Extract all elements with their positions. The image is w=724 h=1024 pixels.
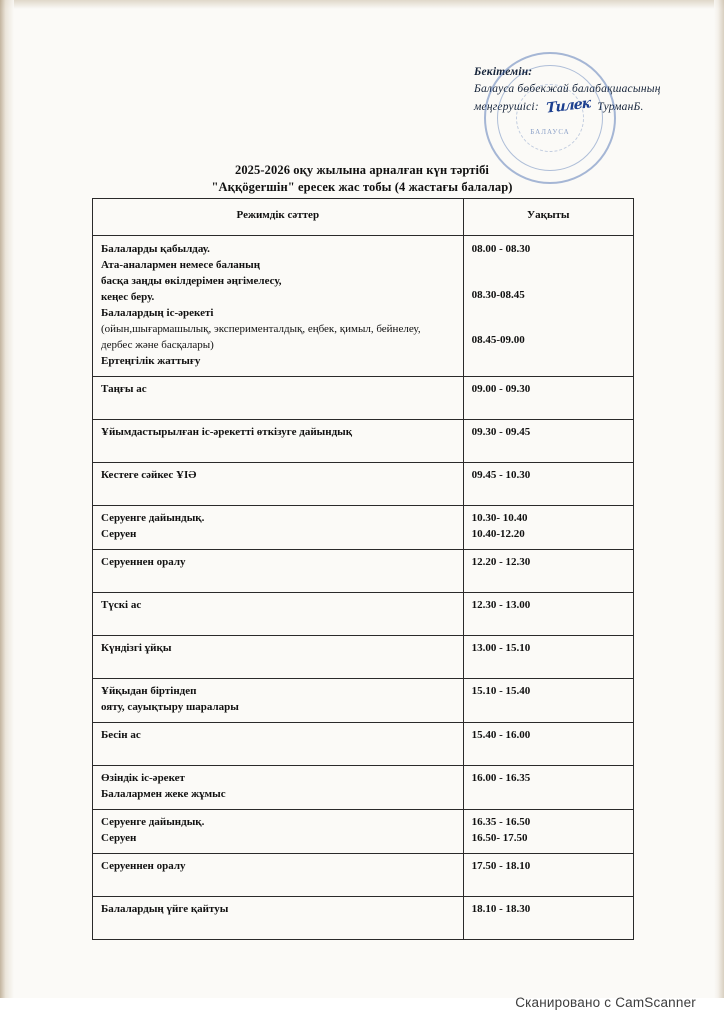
cell-activity (93, 723, 464, 766)
activity-line: Ұйымдастырылған іс-әрекетті өткізуге дайындық (101, 426, 353, 438)
activity-line: Бесін ас (101, 729, 141, 741)
cell-time (463, 897, 633, 940)
activity-line: кеңес беру. (101, 291, 155, 303)
cell-time (463, 854, 633, 897)
table-header-row (93, 199, 634, 236)
column-header-activity: Режимдік сәттер (93, 199, 464, 236)
cell-activity (93, 593, 464, 636)
table-row (93, 679, 634, 723)
approval-name: ТурманБ. (597, 101, 644, 113)
title-line-2: "Аққögerшін" ересек жас тобы (4 жастағы балалар) (211, 180, 513, 194)
activity-line: Ертеңгілік жаттығу (101, 355, 201, 367)
activity-line: Түскі ас (101, 599, 142, 611)
approval-role-label: меңгерушісі: (474, 101, 539, 113)
cell-activity (93, 236, 464, 377)
activity-line: Ұйқыдан біртіндеп (101, 685, 197, 697)
cell-activity (93, 810, 464, 854)
approval-block (474, 64, 704, 116)
time-value: 09.45 - 10.30 (471, 469, 531, 481)
cell-activity (93, 897, 464, 940)
activity-line: дербес және басқалары) (101, 339, 214, 351)
activity-line: Балалармен жеке жұмыс (101, 787, 226, 800)
table-row (93, 550, 634, 593)
table-row (93, 236, 634, 377)
cell-activity (93, 636, 464, 679)
table-row (93, 723, 634, 766)
cell-time (463, 810, 633, 854)
cell-activity (93, 766, 464, 810)
cell-time (463, 766, 633, 810)
activity-line: (ойын,шығармашылық, эксперименталдық, еңбек, қимыл, бейнелеу, (101, 323, 421, 335)
time-value: 17.50 - 18.10 (471, 860, 531, 872)
time-value: 15.10 - 15.40 (471, 685, 531, 697)
time-value: 13.00 - 15.10 (471, 642, 531, 654)
time-value: 16.50- 17.50 (471, 831, 528, 844)
time-value: 12.30 - 13.00 (471, 599, 531, 611)
activity-line: Серуеннен оралу (101, 860, 186, 872)
stamp-text: БАЛАУСА (530, 128, 570, 136)
cell-activity (93, 420, 464, 463)
cell-time (463, 679, 633, 723)
activity-line: Өзіндік іс-әрекет (101, 772, 185, 784)
schedule-table-wrap (92, 198, 634, 940)
time-value: 08.00 - 08.30 (471, 243, 531, 255)
activity-line: Таңғы ас (101, 383, 147, 395)
cell-activity (93, 377, 464, 420)
table-row (93, 854, 634, 897)
activity-line: басқа заңды өкілдерімен әңгімелесу, (101, 275, 282, 287)
cell-time (463, 463, 633, 506)
time-value: 08.30-08.45 (471, 288, 525, 301)
spacer (472, 258, 625, 288)
cell-time (463, 593, 633, 636)
time-value: 08.45-09.00 (471, 334, 525, 346)
spacer (472, 303, 625, 333)
time-value: 16.00 - 16.35 (471, 772, 531, 784)
time-value: 10.40-12.20 (471, 527, 525, 540)
activity-line: ояту, сауықтыру шаралары (101, 700, 239, 713)
time-value: 12.20 - 12.30 (471, 556, 531, 568)
time-value: 16.35 - 16.50 (471, 816, 531, 828)
activity-line: Серуеннен оралу (101, 556, 186, 568)
page-title (0, 162, 724, 196)
page-edge-left (0, 0, 14, 1024)
cell-time (463, 723, 633, 766)
activity-line: Балаларды қабылдау. (101, 243, 210, 255)
activity-line: Балалардың үйге қайтуы (101, 903, 229, 915)
column-header-time: Уақыты (463, 199, 633, 236)
cell-activity (93, 679, 464, 723)
activity-line: Ата-аналармен немесе баланың (101, 259, 261, 271)
cell-time (463, 506, 633, 550)
activity-line: Кестеге сәйкес ҰІӘ (101, 469, 197, 481)
approval-line-2: Балауса бөбекжай балабақшасының (474, 83, 661, 95)
cell-time (463, 377, 633, 420)
cell-activity (93, 854, 464, 897)
cell-activity (93, 550, 464, 593)
table-row (93, 897, 634, 940)
table-row (93, 506, 634, 550)
approval-line-1: Бекітемін: (474, 66, 533, 78)
signature-wrap (542, 95, 594, 117)
activity-line: Күндізгі ұйқы (101, 642, 172, 654)
activity-line: Серуенге дайындық. (101, 512, 205, 524)
activity-line: Серуен (101, 527, 137, 540)
page-edge-top (0, 0, 724, 9)
handwritten-signature: Тилек (545, 95, 591, 117)
cell-time (463, 636, 633, 679)
table-row (93, 463, 634, 506)
table-row (93, 377, 634, 420)
schedule-table (92, 198, 634, 940)
time-value: 09.30 - 09.45 (471, 426, 531, 438)
table-row (93, 766, 634, 810)
activity-line: Балалардың іс-әрекеті (101, 307, 214, 319)
time-value: 18.10 - 18.30 (471, 903, 531, 915)
cell-time (463, 550, 633, 593)
table-row (93, 593, 634, 636)
camscanner-watermark: Сканировано с CamScanner (515, 995, 696, 1010)
time-value: 15.40 - 16.00 (471, 729, 531, 741)
cell-time (463, 236, 633, 377)
time-value: 09.00 - 09.30 (471, 383, 531, 395)
page-edge-right (714, 0, 724, 1024)
table-row (93, 636, 634, 679)
title-line-1: 2025-2026 оқу жылына арналған күн тәртібі (234, 163, 489, 177)
cell-time (463, 420, 633, 463)
table-body (93, 236, 634, 940)
time-value: 10.30- 10.40 (471, 512, 528, 524)
table-row (93, 420, 634, 463)
cell-activity (93, 463, 464, 506)
activity-line: Серуен (101, 831, 137, 844)
activity-line: Серуенге дайындық. (101, 816, 205, 828)
approval-line-3 (474, 95, 704, 117)
cell-activity (93, 506, 464, 550)
table-row (93, 810, 634, 854)
